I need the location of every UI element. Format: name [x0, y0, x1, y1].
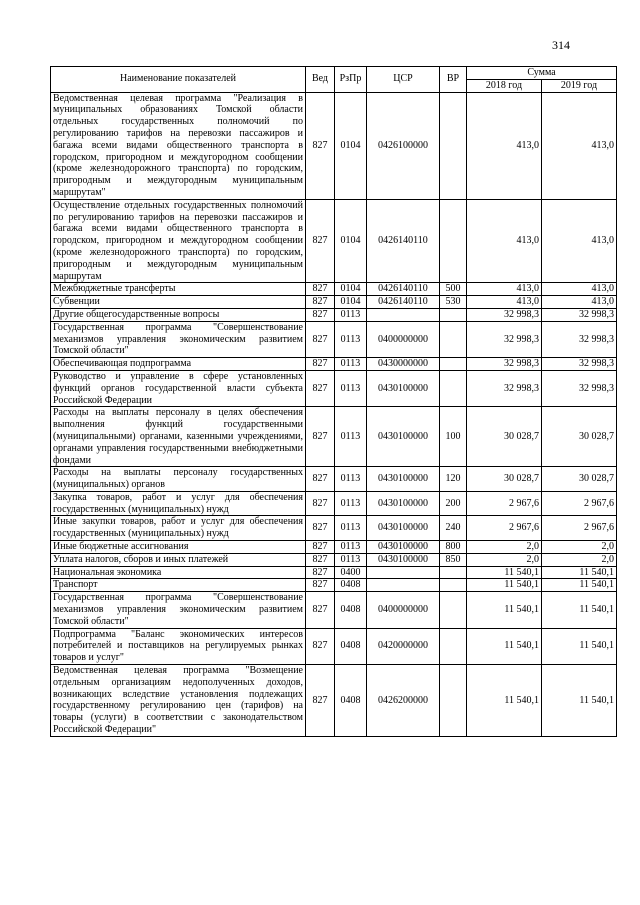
row-sum-2018: 32 998,3: [467, 308, 542, 321]
row-sum-2018: 32 998,3: [467, 321, 542, 357]
row-rzpr: 0104: [335, 92, 367, 199]
table-row: [51, 541, 617, 554]
row-sum-2019: 11 540,1: [542, 592, 617, 628]
row-sum-2019: 2,0: [542, 541, 617, 554]
row-sum-2018: 11 540,1: [467, 579, 542, 592]
row-csr: [367, 579, 440, 592]
header-rzpr: РзПр: [335, 67, 367, 93]
row-name: Ведомственная целевая программа "Реализация в муниципальных образованиях Томской области отдельных государственных полномочий по регулированию тарифов на перевозки пассажиров и багажа всеми видами общественного транспорта в городском, пригородном и междугородном сообщении (кроме железнодорожного транспорта) по городским, пригородным и междугородным муниципальным маршрутам": [51, 92, 306, 199]
row-ved: 827: [306, 541, 335, 554]
row-vr: 530: [440, 296, 467, 309]
table-row: [51, 321, 617, 357]
row-rzpr: 0400: [335, 566, 367, 579]
row-sum-2018: 11 540,1: [467, 566, 542, 579]
table-row: [51, 579, 617, 592]
row-vr: [440, 579, 467, 592]
row-sum-2019: 32 998,3: [542, 370, 617, 406]
row-name: Государственная программа "Совершенствование механизмов управления экономическим развитием Томской области": [51, 592, 306, 628]
table-row: [51, 92, 617, 199]
row-sum-2018: 30 028,7: [467, 407, 542, 467]
row-rzpr: 0113: [335, 467, 367, 492]
row-ved: 827: [306, 665, 335, 737]
row-name: Осуществление отдельных государственных полномочий по регулированию тарифов на перевозки пассажиров и багажа всеми видами общественного транспорта в городском, пригородном и междугородном сообщении (кроме железнодорожного транспорта) по городским, пригородным и междугородным муниципальным маршрутам: [51, 199, 306, 283]
row-name: Уплата налогов, сборов и иных платежей: [51, 553, 306, 566]
row-name: Государственная программа "Совершенствование механизмов управления экономическим развитием Томской области": [51, 321, 306, 357]
row-name: Иные закупки товаров, работ и услуг для обеспечения государственных (муниципальных) нужд: [51, 516, 306, 541]
row-sum-2019: 32 998,3: [542, 308, 617, 321]
row-ved: 827: [306, 308, 335, 321]
table-row: [51, 491, 617, 516]
row-csr: 0430000000: [367, 358, 440, 371]
row-csr: 0420000000: [367, 628, 440, 664]
row-ved: 827: [306, 467, 335, 492]
row-sum-2019: 2 967,6: [542, 516, 617, 541]
row-vr: 100: [440, 407, 467, 467]
header-vr: ВР: [440, 67, 467, 93]
row-name: Иные бюджетные ассигнования: [51, 541, 306, 554]
row-sum-2019: 11 540,1: [542, 628, 617, 664]
row-ved: 827: [306, 592, 335, 628]
header-ved: Вед: [306, 67, 335, 93]
row-sum-2018: 2 967,6: [467, 491, 542, 516]
page-number: 314: [552, 38, 570, 52]
table-row: [51, 407, 617, 467]
row-csr: 0400000000: [367, 321, 440, 357]
row-sum-2019: 11 540,1: [542, 665, 617, 737]
row-csr: 0430100000: [367, 370, 440, 406]
row-name: Расходы на выплаты персоналу государственных (муниципальных) органов: [51, 467, 306, 492]
row-csr: 0400000000: [367, 592, 440, 628]
row-vr: 500: [440, 283, 467, 296]
table-row: [51, 516, 617, 541]
row-csr: 0430100000: [367, 467, 440, 492]
row-sum-2019: 30 028,7: [542, 467, 617, 492]
table-row: [51, 308, 617, 321]
table-row: [51, 283, 617, 296]
row-csr: 0430100000: [367, 541, 440, 554]
row-vr: [440, 321, 467, 357]
header-sum: Сумма: [467, 67, 617, 80]
row-sum-2018: 2 967,6: [467, 516, 542, 541]
row-sum-2018: 30 028,7: [467, 467, 542, 492]
row-rzpr: 0113: [335, 491, 367, 516]
row-sum-2019: 413,0: [542, 92, 617, 199]
row-sum-2019: 32 998,3: [542, 358, 617, 371]
budget-table: [50, 66, 617, 737]
row-ved: 827: [306, 199, 335, 283]
row-name: Закупка товаров, работ и услуг для обеспечения государственных (муниципальных) нужд: [51, 491, 306, 516]
row-sum-2018: 413,0: [467, 199, 542, 283]
row-ved: 827: [306, 370, 335, 406]
row-rzpr: 0408: [335, 628, 367, 664]
row-name: Обеспечивающая подпрограмма: [51, 358, 306, 371]
row-ved: 827: [306, 321, 335, 357]
row-csr: [367, 566, 440, 579]
row-ved: 827: [306, 553, 335, 566]
row-sum-2019: 32 998,3: [542, 321, 617, 357]
row-rzpr: 0408: [335, 665, 367, 737]
row-vr: 120: [440, 467, 467, 492]
row-ved: 827: [306, 516, 335, 541]
table-body: [51, 92, 617, 736]
row-csr: 0426200000: [367, 665, 440, 737]
row-csr: 0426140110: [367, 199, 440, 283]
row-sum-2018: 413,0: [467, 296, 542, 309]
table-row: [51, 296, 617, 309]
row-vr: 240: [440, 516, 467, 541]
row-ved: 827: [306, 296, 335, 309]
row-sum-2019: 2 967,6: [542, 491, 617, 516]
row-rzpr: 0113: [335, 553, 367, 566]
row-ved: 827: [306, 283, 335, 296]
row-vr: 200: [440, 491, 467, 516]
row-csr: 0430100000: [367, 516, 440, 541]
row-vr: 800: [440, 541, 467, 554]
row-rzpr: 0408: [335, 592, 367, 628]
table-row: [51, 358, 617, 371]
row-rzpr: 0113: [335, 370, 367, 406]
row-vr: [440, 370, 467, 406]
row-rzpr: 0113: [335, 407, 367, 467]
row-name: Руководство и управление в сфере установленных функций органов государственной власти субъекта Российской Федерации: [51, 370, 306, 406]
row-ved: 827: [306, 628, 335, 664]
header-year-2019: 2019 год: [542, 79, 617, 92]
row-ved: 827: [306, 358, 335, 371]
row-sum-2018: 32 998,3: [467, 358, 542, 371]
row-sum-2018: 2,0: [467, 553, 542, 566]
row-vr: [440, 592, 467, 628]
row-name: Другие общегосударственные вопросы: [51, 308, 306, 321]
row-vr: [440, 566, 467, 579]
row-sum-2019: 413,0: [542, 296, 617, 309]
table-row: [51, 665, 617, 737]
row-sum-2018: 32 998,3: [467, 370, 542, 406]
table-row: [51, 628, 617, 664]
row-sum-2018: 11 540,1: [467, 665, 542, 737]
table-row: [51, 199, 617, 283]
row-csr: 0426140110: [367, 283, 440, 296]
row-vr: [440, 199, 467, 283]
row-vr: 850: [440, 553, 467, 566]
row-rzpr: 0104: [335, 283, 367, 296]
row-csr: 0426100000: [367, 92, 440, 199]
row-sum-2019: 11 540,1: [542, 566, 617, 579]
row-vr: [440, 628, 467, 664]
row-name: Подпрограмма "Баланс экономических интересов потребителей и поставщиков на регулируемых рынках товаров и услуг": [51, 628, 306, 664]
row-vr: [440, 358, 467, 371]
row-vr: [440, 308, 467, 321]
row-ved: 827: [306, 407, 335, 467]
row-sum-2019: 413,0: [542, 199, 617, 283]
header-name: Наименование показателей: [51, 67, 306, 93]
row-sum-2018: 11 540,1: [467, 628, 542, 664]
row-csr: 0426140110: [367, 296, 440, 309]
header-csr: ЦСР: [367, 67, 440, 93]
table-row: [51, 370, 617, 406]
header-year-2018: 2018 год: [467, 79, 542, 92]
row-sum-2018: 413,0: [467, 283, 542, 296]
row-rzpr: 0113: [335, 541, 367, 554]
row-sum-2019: 413,0: [542, 283, 617, 296]
row-name: Расходы на выплаты персоналу в целях обеспечения выполнения функций государственными (муниципальными) органами, казенными учреждениями, органами управления государственными внебюджетными фондами: [51, 407, 306, 467]
row-rzpr: 0113: [335, 516, 367, 541]
row-name: Национальная экономика: [51, 566, 306, 579]
table-row: [51, 553, 617, 566]
row-csr: 0430100000: [367, 407, 440, 467]
row-name: Межбюджетные трансферты: [51, 283, 306, 296]
row-ved: 827: [306, 491, 335, 516]
row-sum-2018: 11 540,1: [467, 592, 542, 628]
row-ved: 827: [306, 579, 335, 592]
row-rzpr: 0113: [335, 308, 367, 321]
row-rzpr: 0408: [335, 579, 367, 592]
row-rzpr: 0113: [335, 321, 367, 357]
row-vr: [440, 92, 467, 199]
row-rzpr: 0113: [335, 358, 367, 371]
row-name: Транспорт: [51, 579, 306, 592]
row-csr: 0430100000: [367, 491, 440, 516]
table-row: [51, 467, 617, 492]
table-header: [51, 67, 617, 93]
row-sum-2018: 413,0: [467, 92, 542, 199]
row-csr: 0430100000: [367, 553, 440, 566]
row-ved: 827: [306, 92, 335, 199]
row-sum-2019: 30 028,7: [542, 407, 617, 467]
table-row: [51, 566, 617, 579]
row-name: Ведомственная целевая программа "Возмещение отдельным организациям недополученных доходов, возникающих вследствие установления подлежащих государственному регулированию цен (тарифов) на товары (услуги) в соответствии с законодательством Российской Федерации": [51, 665, 306, 737]
row-sum-2018: 2,0: [467, 541, 542, 554]
row-name: Субвенции: [51, 296, 306, 309]
row-csr: [367, 308, 440, 321]
row-sum-2019: 2,0: [542, 553, 617, 566]
row-sum-2019: 11 540,1: [542, 579, 617, 592]
row-vr: [440, 665, 467, 737]
table-row: [51, 592, 617, 628]
row-ved: 827: [306, 566, 335, 579]
row-rzpr: 0104: [335, 199, 367, 283]
row-rzpr: 0104: [335, 296, 367, 309]
